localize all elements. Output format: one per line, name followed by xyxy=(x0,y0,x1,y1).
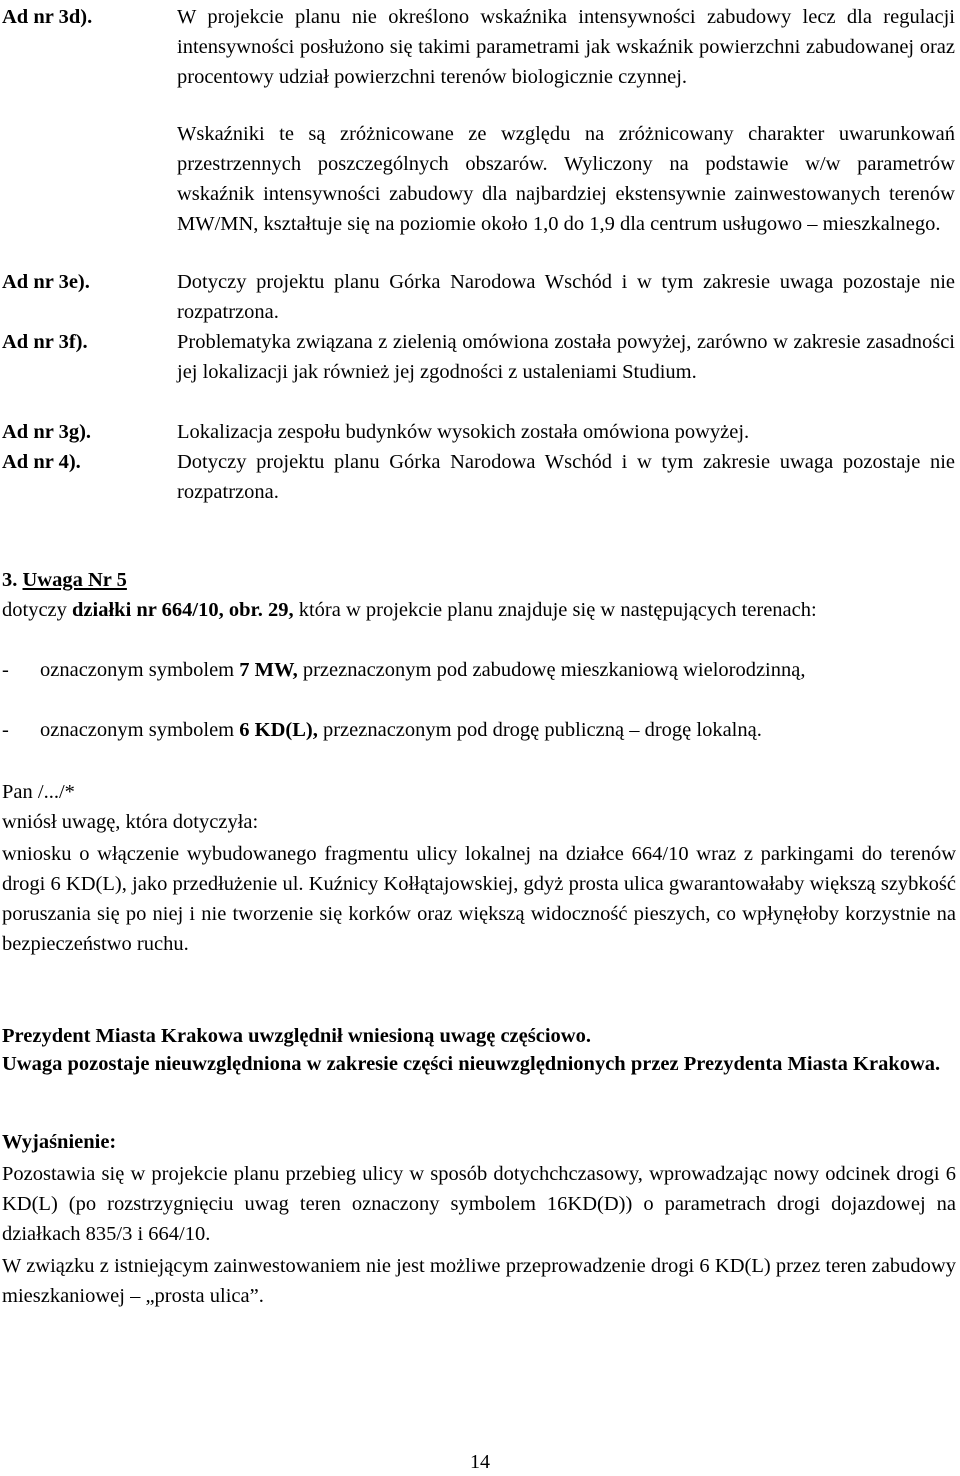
bullet-text xyxy=(2,715,956,745)
bullet-symbol: 6 KD(L), xyxy=(239,719,318,741)
decision-line-2: Uwaga pozostaje nieuwzględniona w zakresie części nieuwzględnionych przez Prezydenta Miasta Krakowa. xyxy=(2,1053,941,1075)
explanation-paragraph-1: Pozostawia się w projekcie planu przebieg ulicy w sposób dotychchczasowy, wprowadzając nowy odcinek drogi 6 KD(L) (po rozstrzygnięciu uwag teren oznaczony symbolem 16KD(D)) o parametrach drogi dojazdowej na działkach 835/3 i 664/10. xyxy=(2,1163,956,1245)
ad-3d-paragraph-2: Wskaźniki te są zróżnicowane ze względu na zróżnicowany charakter uwarunkowań przestrzennych poszczególnych obszarów. Wyliczony na podstawie w/w parametrów wskaźnik intensywności zabudowy dla najbardziej ekstensywnie zainwestowanych terenów MW/MN, kształtuje się na poziomie około 1,0 do 1,9 dla centrum usługowo – mieszkalnego. xyxy=(177,123,955,235)
bullet-text-pre: oznaczonym symbolem xyxy=(40,719,240,741)
ad-3e-paragraph: Dotyczy projektu planu Górka Narodowa Wschód i w tym zakresie uwaga pozostaje nie rozpatrzona. xyxy=(177,271,955,323)
bullet-symbol: 7 MW, xyxy=(239,659,298,681)
uwaga-content: wniosku o włączenie wybudowanego fragmentu ulicy lokalnej na działce 664/10 wraz z parkingami do terenów drogi 6 KD(L), jako przedłużenie ul. Kuźnicy Kołłątajowskiej, gdyż prosta ulica gwarantowałaby większą szybkość poruszania się po niej i nie tworzenie się korków oraz większą widoczność pieszych, co wpłynęłoby korzystnie na bezpieczeństwo ruchu. xyxy=(2,843,956,955)
explanation-heading: Wyjaśnienie: xyxy=(2,1131,117,1153)
explanation-paragraph-2: W związku z istniejącym zainwestowaniem nie jest możliwe przeprowadzenie drogi 6 KD(L) przez teren zabudowy mieszkaniowej – „prosta ulica”. xyxy=(2,1255,956,1307)
uwaga-parcel: działki nr 664/10, obr. 29, xyxy=(72,599,294,621)
bullet-text-post: przeznaczonym pod zabudowę mieszkaniową wielorodzinną, xyxy=(297,659,806,681)
ad-4-paragraph: Dotyczy projektu planu Górka Narodowa Wschód i w tym zakresie uwaga pozostaje nie rozpatrzona. xyxy=(177,451,955,503)
ad-3g-paragraph: Lokalizacja zespołu budynków wysokich została omówiona powyżej. xyxy=(177,421,750,443)
ad-label-4: Ad nr 4). xyxy=(2,451,81,473)
uwaga-title: Uwaga Nr 5 xyxy=(22,569,127,591)
bullet-text xyxy=(2,655,956,685)
page-number: 14 xyxy=(470,1451,490,1473)
uwaga-intro-post: która w projekcie planu znajduje się w następujących terenach: xyxy=(293,599,817,621)
uwaga-author: Pan /.../* xyxy=(2,781,75,803)
ad-label-3g: Ad nr 3g). xyxy=(2,421,92,443)
uwaga-number: 3. xyxy=(2,569,23,591)
decision-line-1: Prezydent Miasta Krakowa uwzględnił wniesioną uwagę częściowo. xyxy=(2,1025,591,1047)
ad-label-3d: Ad nr 3d). xyxy=(2,6,93,28)
ad-label-3e: Ad nr 3e). xyxy=(2,271,90,293)
uwaga-heading xyxy=(2,565,956,595)
bullet-text-post: przeznaczonym pod drogę publiczną – drogę lokalną. xyxy=(317,719,762,741)
ad-3d-paragraph-1: W projekcie planu nie określono wskaźnika intensywności zabudowy lecz dla regulacji intensywności posłużono się takimi parametrami jak wskaźnik powierzchni zabudowanej oraz procentowy udział powierzchni terenów biologicznie czynnej. xyxy=(177,6,955,88)
uwaga-intro xyxy=(2,595,956,625)
uwaga-submitted: wniósł uwagę, która dotyczyła: xyxy=(2,811,259,833)
bullet-dash: - xyxy=(2,659,9,681)
uwaga-bullet-2 xyxy=(2,715,956,745)
ad-label-3f: Ad nr 3f). xyxy=(2,331,88,353)
bullet-dash: - xyxy=(2,719,9,741)
ad-3f-paragraph: Problematyka związana z zielenią omówiona została powyżej, zarówno w zakresie zasadności jej lokalizacji jak również jej zgodności z ustaleniami Studium. xyxy=(177,331,955,383)
bullet-text-pre: oznaczonym symbolem xyxy=(40,659,240,681)
uwaga-intro-pre: dotyczy xyxy=(2,599,73,621)
uwaga-bullet-1 xyxy=(2,655,956,685)
